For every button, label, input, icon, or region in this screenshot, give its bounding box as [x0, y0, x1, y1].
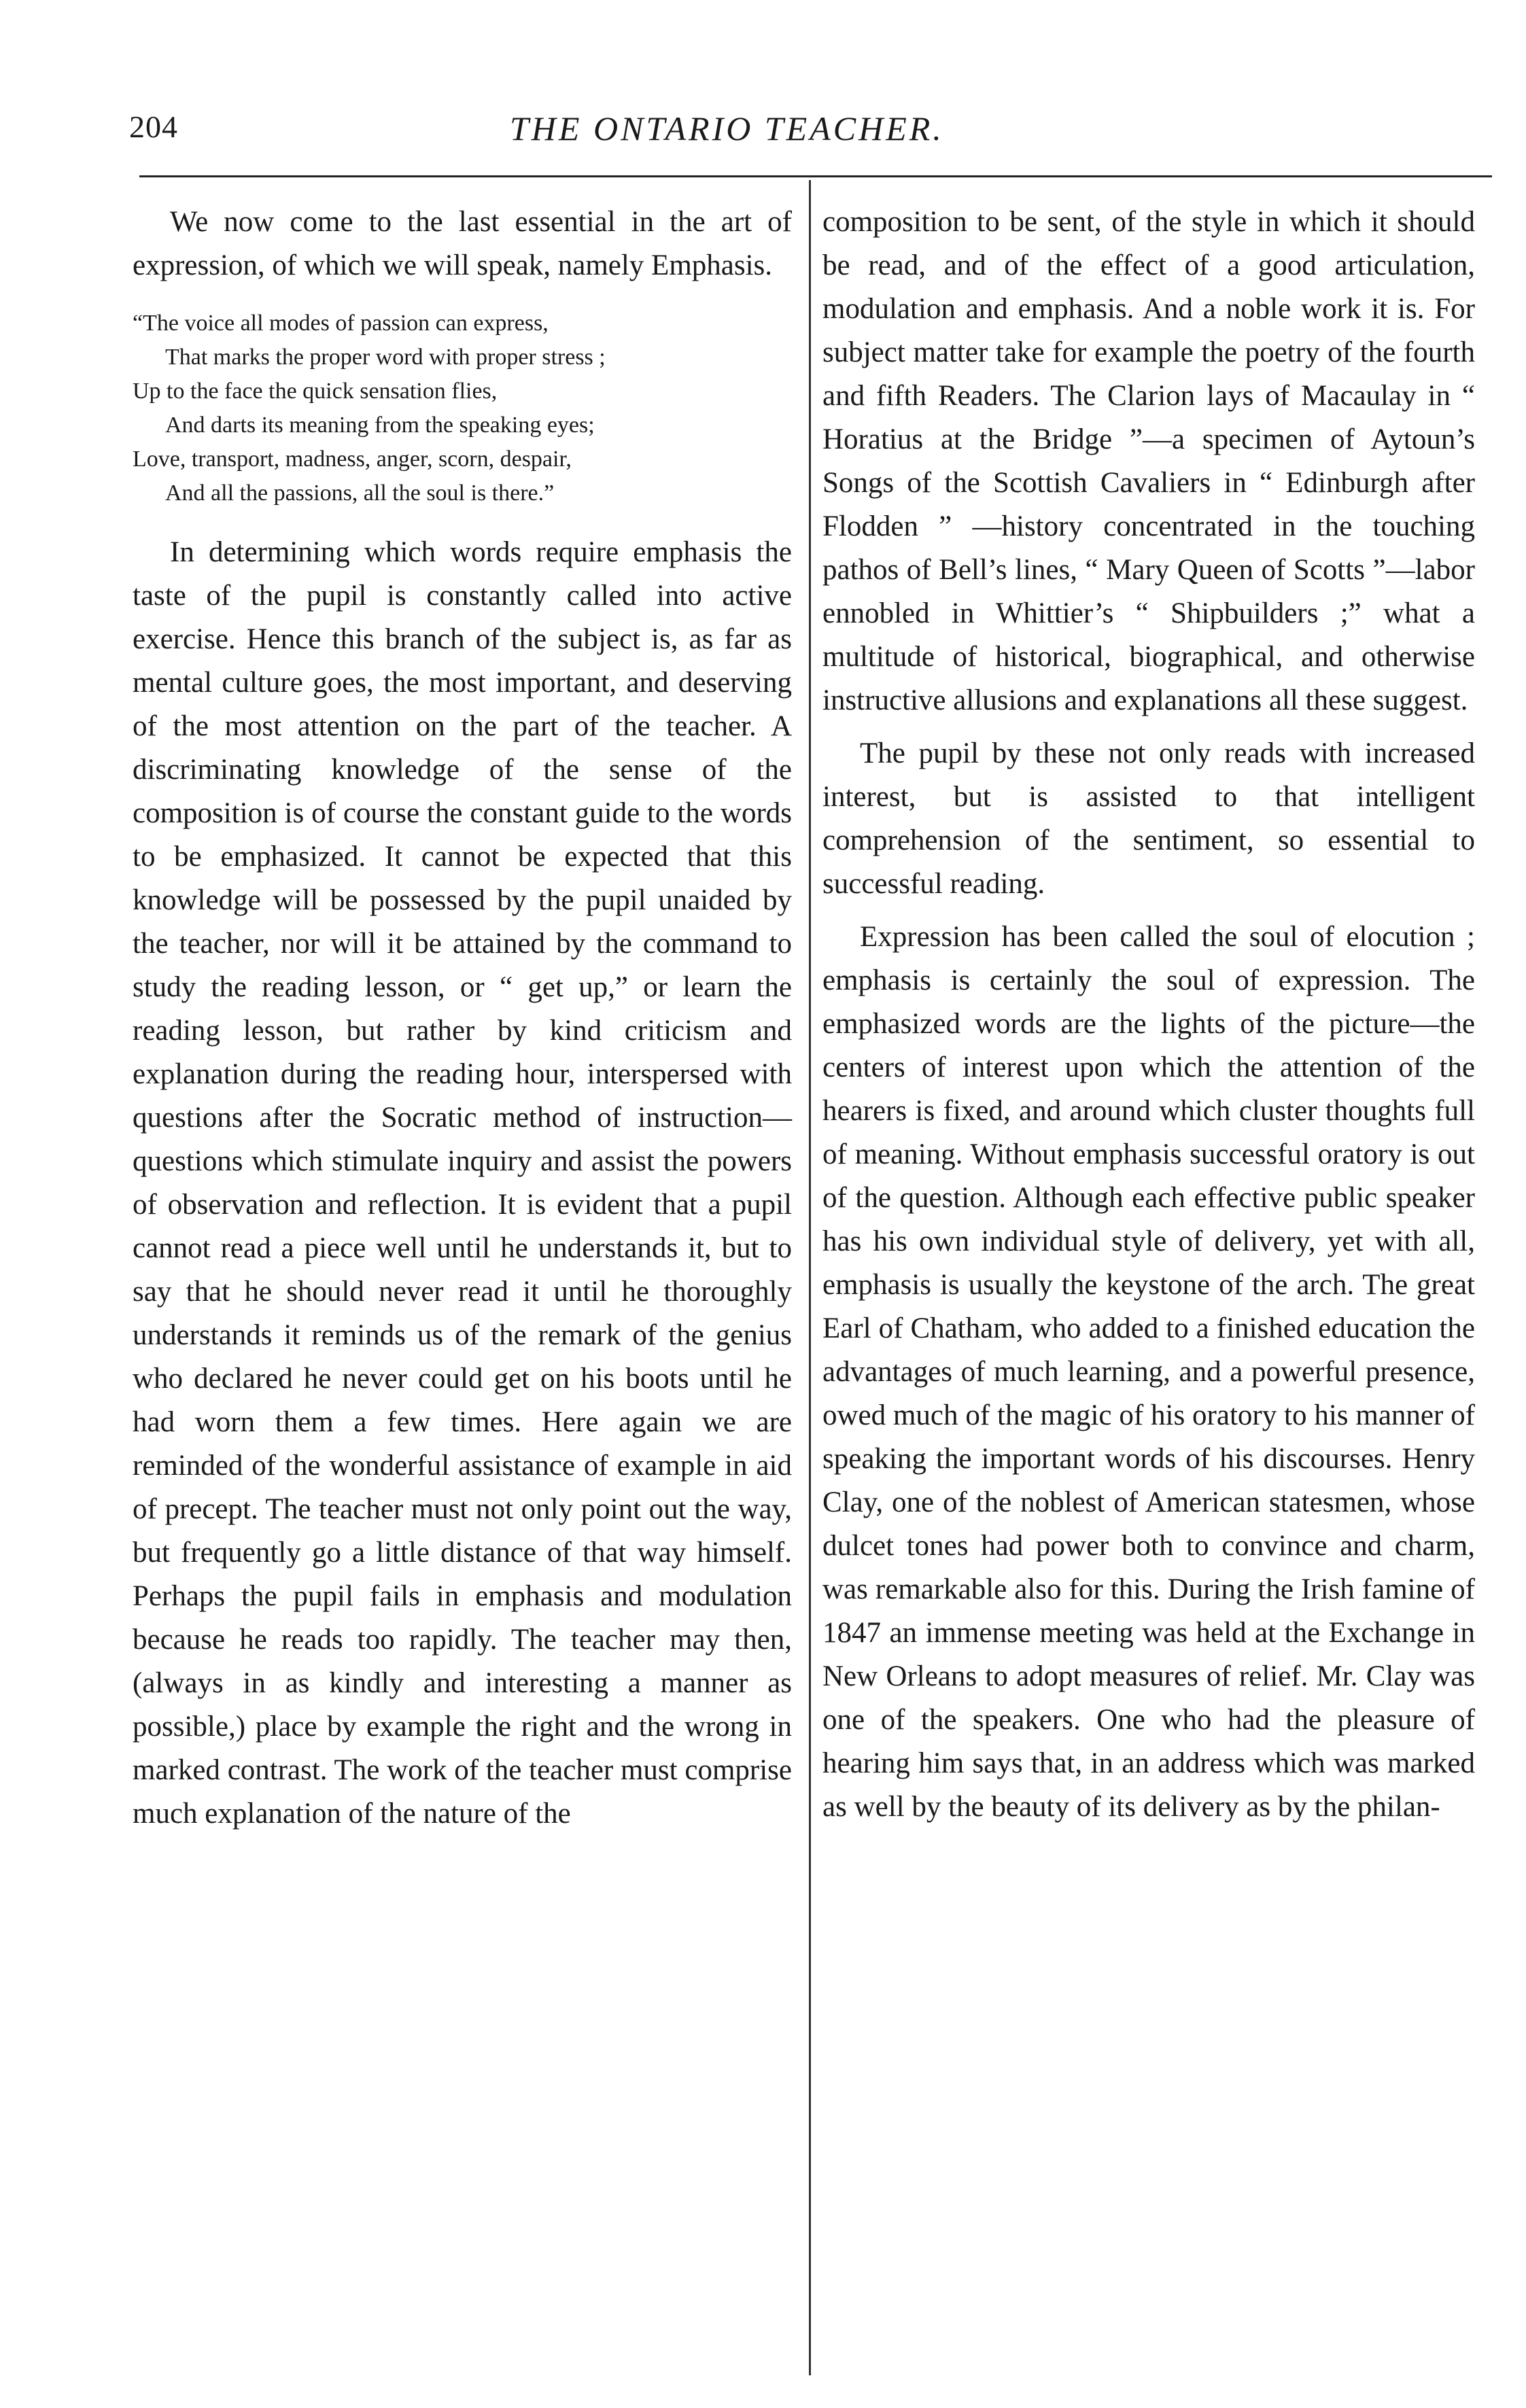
intro-paragraph: We now come to the last essential in the art of expression, of which we will speak, namely Emphasis.	[133, 206, 792, 281]
page-number: 204	[129, 109, 178, 144]
right-column	[822, 200, 1475, 1829]
verse-line: Up to the face the quick sensation flies,	[133, 379, 498, 404]
body-paragraph: Expression has been called the soul of elocution ; emphasis is certainly the soul of expression. The emphasized words are the lights of the picture—the centers of interest upon which the attention of the hearers is fixed, and around which cluster thoughts full of meaning. Without emphasis successful oratory is out of the question. Although each effective public speaker has his own individual style of delivery, yet with all, emphasis is usually the keystone of the arch. The great Earl of Chatham, who added to a finished education the advantages of much learning, and a powerful presence, owed much of the magic of his oratory to his manner of speaking the important words of his discourses. Henry Clay, one of the noblest of American statesmen, whose dulcet tones had power both to convince and charm, was remarkable also for this. During the Irish famine of 1847 an immense meeting was held at the Exchange in New Orleans to adopt measures of relief. Mr. Clay was one of the speakers. One who had the pleasure of hearing him says that, in an address which was marked as well by the beauty of its delivery as by the philan-	[822, 921, 1475, 1823]
verse-line: And darts its meaning from the speaking eyes;	[165, 413, 595, 438]
page-header	[129, 109, 1373, 156]
body-paragraph: The pupil by these not only reads with increased interest, but is assisted to that intelligent comprehension of the sentiment, so essential to successful reading.	[822, 737, 1475, 900]
header-rule	[139, 175, 1492, 177]
running-head: THE ONTARIO TEACHER.	[510, 109, 944, 147]
body-paragraph: In determining which words require emphasis the taste of the pupil is constantly called into active exercise. Hence this branch of the subject is, as far as mental culture goes, the most important, and deserving of the most attention on the part of the teacher. A discriminating knowledge of the sense of the composition is of course the constant guide to the words to be emphasized. It cannot be expected that this knowledge will be possessed by the pupil unaided by the teacher, nor will it be attained by the command to study the reading lesson, or “ get up,” or learn the reading lesson, but rather by kind criticism and explanation during the reading hour, interspersed with questions after the Socratic method of instruction—questions which stimulate inquiry and assist the powers of observation and reflection. It is evident that a pupil cannot read a piece well until he understands it, but to say that he should never read it until he thoroughly understands it reminds us of the remark of the genius who declared he never could get on his boots until he had worn them a few times. Here again we are reminded of the wonderful assistance of example in aid of precept. The teacher must not only point out the way, but frequently go a little distance of that way himself. Perhaps the pupil fails in emphasis and modulation because he reads too rapidly. The teacher may then, (always in as kindly and interesting a manner as possible,) place by example the right and the wrong in marked contrast. The work of the teacher must comprise much explanation of the nature of the	[133, 536, 792, 1830]
verse-line: Love, transport, madness, anger, scorn, despair,	[133, 447, 572, 472]
column-divider	[809, 180, 811, 2375]
verse-line: And all the passions, all the soul is there.”	[165, 481, 555, 506]
left-column	[133, 200, 792, 1836]
continued-paragraph: composition to be sent, of the style in which it should be read, and of the effect of a good articulation, modulation and emphasis. And a noble work it is. For subject matter take for example the poetry of the fourth and fifth Readers. The Clarion lays of Macaulay in “ Horatius at the Bridge ”—a specimen of Aytoun’s Songs of the Scottish Cavaliers in “ Edinburgh after Flodden ” —history concentrated in the touching pathos of Bell’s lines, “ Mary Queen of Scotts ”—labor ennobled in Whittier’s “ Shipbuilders ;” what a multitude of historical, biographical, and otherwise instructive allusions and explanations all these suggest.	[822, 206, 1475, 716]
verse-line: That marks the proper word with proper stress ;	[165, 345, 606, 370]
verse-line: “The voice all modes of passion can express,	[133, 311, 549, 336]
verse-quotation	[133, 307, 792, 510]
